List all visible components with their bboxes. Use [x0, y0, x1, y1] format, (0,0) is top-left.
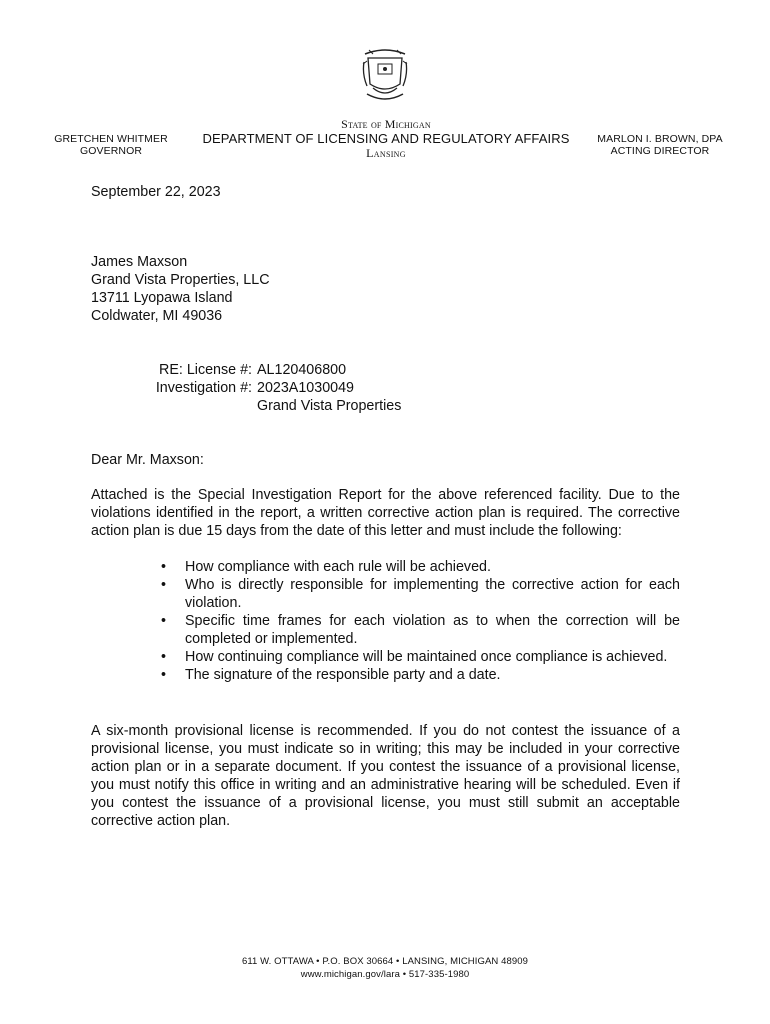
- recipient-city: Coldwater, MI 49036: [91, 308, 223, 324]
- director-name: MARLON I. BROWN, DPA: [597, 133, 723, 145]
- michigan-state-seal-icon: [359, 44, 411, 106]
- facility-spacer: [91, 397, 257, 415]
- department-name: DEPARTMENT OF LICENSING AND REGULATORY AFFAIRS: [202, 131, 570, 146]
- requirements-list: [161, 558, 680, 684]
- list-item: • How compliance with each rule will be achieved.: [161, 558, 680, 576]
- list-item: • How continuing compliance will be maintained once compliance is achieved.: [161, 648, 680, 666]
- governor-block: [52, 133, 170, 157]
- governor-title: GOVERNOR: [79, 145, 143, 157]
- letter-date: September 22, 2023: [91, 184, 221, 200]
- recipient-address: [91, 253, 270, 325]
- list-item: • Who is directly responsible for implementing the corrective action for each violation.: [161, 576, 680, 612]
- reference-block: [91, 361, 401, 415]
- list-item: • The signature of the responsible party and a date.: [161, 666, 680, 684]
- investigation-label: Investigation #:: [155, 380, 252, 396]
- recipient-name: James Maxson: [91, 254, 188, 270]
- recipient-company: Grand Vista Properties, LLC: [91, 272, 270, 288]
- body-paragraph-1: Attached is the Special Investigation Report for the above referenced facility. Due to the violations identified in the report, a written corrective action plan is required. The corrective action plan is due 15 days from the date of this letter and must include the following:: [91, 487, 680, 539]
- list-item: • Specific time frames for each violation as to when the correction will be completed or implemented.: [161, 612, 680, 648]
- director-block: [594, 133, 726, 157]
- footer: [185, 955, 585, 981]
- license-number: AL120406800: [257, 362, 347, 378]
- license-label: RE: License #:: [159, 362, 252, 378]
- director-title: ACTING DIRECTOR: [610, 145, 710, 157]
- footer-address: 611 W. OTTAWA • P.O. BOX 30664 • LANSING, MICHIGAN 48909: [241, 956, 529, 967]
- body-paragraph-2: A six-month provisional license is recommended. If you do not contest the issuance of a provisional license, you must indicate so in writing; this may be included in your corrective action plan or in a separate document. If you contest the issuance of a provisional license, you must notify this office in writing and an administrative hearing will be scheduled. Even if you contest the issuance of a provisional license, you must still submit an acceptable corrective action plan.: [91, 723, 680, 829]
- governor-name: GRETCHEN WHITMER: [54, 133, 168, 145]
- city-name: Lansing: [366, 146, 406, 160]
- state-name: State of Michigan: [341, 117, 431, 131]
- investigation-number: 2023A1030049: [257, 380, 354, 396]
- department-block: [196, 117, 576, 160]
- salutation: Dear Mr. Maxson:: [91, 452, 204, 468]
- footer-contact: www.michigan.gov/lara • 517-335-1980: [300, 969, 470, 980]
- recipient-street: 13711 Lyopawa Island: [91, 290, 233, 306]
- facility-name: Grand Vista Properties: [257, 398, 402, 414]
